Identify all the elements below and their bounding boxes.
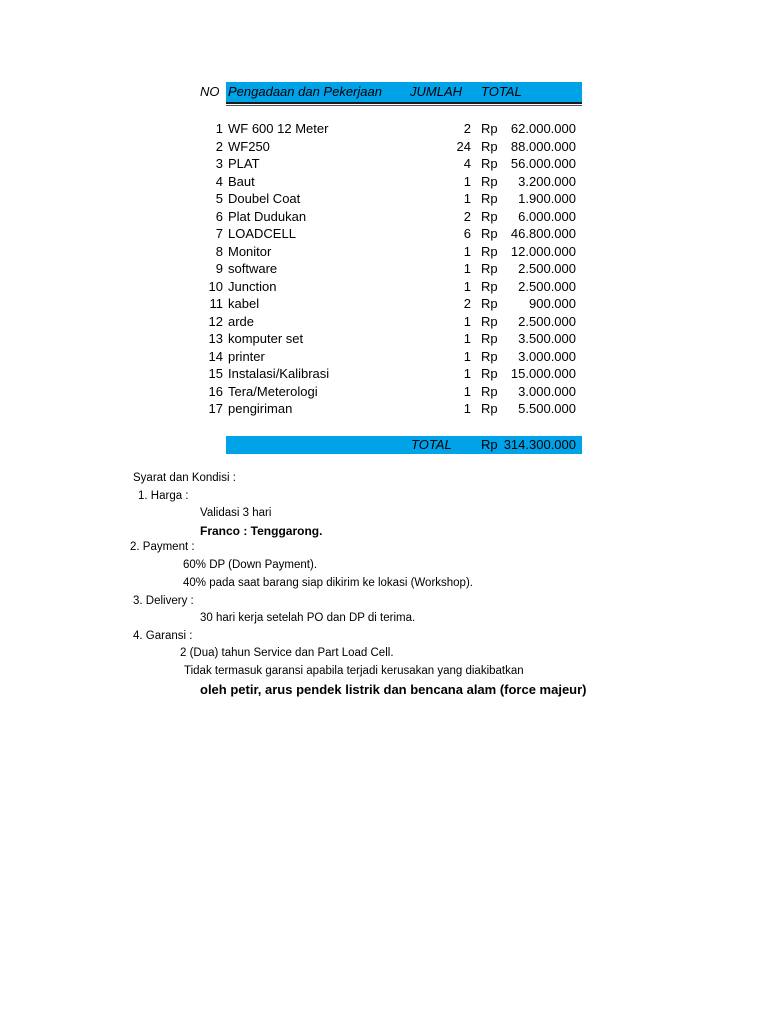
item-name: pengiriman bbox=[228, 401, 293, 416]
item-name: Doubel Coat bbox=[228, 191, 301, 206]
total-amount: 314.300.000 bbox=[503, 437, 576, 452]
item-name: software bbox=[228, 261, 278, 276]
table-row bbox=[0, 348, 768, 365]
table-row bbox=[0, 173, 768, 190]
table-row bbox=[0, 365, 768, 382]
item-amount: 2.500.000 bbox=[518, 278, 576, 294]
item-number: 12 bbox=[208, 313, 223, 329]
table-row bbox=[0, 155, 768, 172]
item-currency: Rp bbox=[481, 331, 498, 346]
item-currency: Rp bbox=[481, 401, 498, 416]
item-quantity: 1 bbox=[463, 401, 471, 416]
item-amount: 3.000.000 bbox=[518, 348, 576, 364]
table-row bbox=[0, 330, 768, 347]
harga-validity: Validasi 3 hari bbox=[200, 507, 272, 519]
item-name: Instalasi/Kalibrasi bbox=[228, 366, 330, 381]
item-quantity: 2 bbox=[463, 296, 471, 311]
item-number: 5 bbox=[215, 191, 223, 206]
harga-franco: Franco : Tenggarong. bbox=[200, 524, 323, 538]
item-amount: 46.800.000 bbox=[510, 226, 576, 241]
item-number: 7 bbox=[215, 226, 223, 241]
item-quantity: 1 bbox=[463, 243, 471, 259]
item-name: Baut bbox=[228, 173, 255, 189]
garansi-exclusion-detail: oleh petir, arus pendek listrik dan bencana alam (force majeur) bbox=[200, 682, 587, 697]
item-number: 11 bbox=[209, 296, 223, 311]
item-number: 6 bbox=[215, 208, 223, 224]
payment-balance: 40% pada saat barang siap dikirim ke lokasi (Workshop). bbox=[183, 577, 473, 589]
delivery-heading: 3. Delivery : bbox=[133, 595, 194, 607]
item-number: 8 bbox=[215, 243, 223, 259]
item-number: 4 bbox=[215, 173, 223, 189]
item-amount: 6.000.000 bbox=[518, 208, 576, 224]
payment-heading: 2. Payment : bbox=[130, 541, 195, 553]
item-quantity: 2 bbox=[463, 121, 471, 136]
terms-title: Syarat dan Kondisi : bbox=[133, 472, 236, 484]
payment-dp: 60% DP (Down Payment). bbox=[183, 559, 318, 571]
header-qty: JUMLAH bbox=[410, 84, 463, 99]
garansi-exclusion: Tidak termasuk garansi apabila terjadi kerusakan yang diakibatkan bbox=[184, 665, 524, 677]
item-name: LOADCELL bbox=[228, 226, 296, 241]
total-label: TOTAL bbox=[411, 437, 452, 452]
item-quantity: 1 bbox=[463, 331, 471, 346]
item-number: 10 bbox=[208, 278, 223, 294]
item-quantity: 1 bbox=[463, 313, 471, 329]
item-name: komputer set bbox=[228, 331, 304, 346]
item-currency: Rp bbox=[481, 208, 498, 224]
item-currency: Rp bbox=[481, 138, 498, 154]
header-total: TOTAL bbox=[481, 84, 522, 99]
item-number: 16 bbox=[208, 383, 223, 399]
item-quantity: 1 bbox=[463, 173, 471, 189]
table-row bbox=[0, 138, 768, 155]
item-currency: Rp bbox=[481, 173, 498, 189]
item-amount: 5.500.000 bbox=[518, 401, 576, 416]
item-amount: 56.000.000 bbox=[510, 156, 576, 171]
table-row bbox=[0, 225, 768, 242]
table-row bbox=[0, 120, 768, 137]
garansi-term: 2 (Dua) tahun Service dan Part Load Cell. bbox=[180, 647, 394, 659]
item-quantity: 4 bbox=[463, 156, 471, 171]
header-divider bbox=[226, 105, 582, 106]
item-currency: Rp bbox=[481, 156, 498, 171]
item-name: arde bbox=[228, 313, 255, 329]
item-quantity: 24 bbox=[456, 138, 471, 154]
item-quantity: 1 bbox=[463, 383, 471, 399]
item-amount: 62.000.000 bbox=[510, 121, 576, 136]
item-name: WF250 bbox=[228, 138, 270, 154]
total-currency: Rp bbox=[481, 437, 498, 452]
item-amount: 88.000.000 bbox=[510, 138, 576, 154]
table-row bbox=[0, 243, 768, 260]
item-amount: 2.500.000 bbox=[518, 261, 576, 276]
table-row bbox=[0, 400, 768, 417]
item-number: 13 bbox=[208, 331, 223, 346]
item-name: kabel bbox=[228, 296, 260, 311]
item-name: PLAT bbox=[228, 156, 260, 171]
table-row bbox=[0, 383, 768, 400]
item-amount: 2.500.000 bbox=[518, 313, 576, 329]
item-amount: 1.900.000 bbox=[518, 191, 576, 206]
item-quantity: 1 bbox=[463, 278, 471, 294]
item-currency: Rp bbox=[481, 226, 498, 241]
item-name: WF 600 12 Meter bbox=[228, 121, 329, 136]
total-bar bbox=[226, 436, 582, 454]
item-quantity: 1 bbox=[463, 261, 471, 276]
item-amount: 900.000 bbox=[529, 296, 576, 311]
table-row bbox=[0, 260, 768, 277]
item-currency: Rp bbox=[481, 348, 498, 364]
table-row bbox=[0, 313, 768, 330]
table-row bbox=[0, 295, 768, 312]
item-currency: Rp bbox=[481, 383, 498, 399]
item-amount: 3.500.000 bbox=[518, 331, 576, 346]
item-currency: Rp bbox=[481, 191, 498, 206]
delivery-term: 30 hari kerja setelah PO dan DP di terima. bbox=[200, 612, 416, 624]
item-currency: Rp bbox=[481, 243, 498, 259]
garansi-heading: 4. Garansi : bbox=[133, 630, 193, 642]
item-number: 9 bbox=[215, 261, 223, 276]
item-number: 1 bbox=[215, 121, 223, 136]
table-row bbox=[0, 208, 768, 225]
item-number: 15 bbox=[208, 366, 223, 381]
item-currency: Rp bbox=[481, 121, 498, 136]
harga-heading: 1. Harga : bbox=[138, 490, 189, 502]
item-currency: Rp bbox=[481, 313, 498, 329]
item-quantity: 1 bbox=[463, 366, 471, 381]
item-quantity: 6 bbox=[463, 226, 471, 241]
item-quantity: 2 bbox=[463, 208, 471, 224]
item-name: Monitor bbox=[228, 243, 272, 259]
table-row bbox=[0, 278, 768, 295]
item-amount: 12.000.000 bbox=[510, 243, 576, 259]
item-currency: Rp bbox=[481, 366, 498, 381]
item-amount: 15.000.000 bbox=[510, 366, 576, 381]
item-currency: Rp bbox=[481, 296, 498, 311]
item-number: 3 bbox=[215, 156, 223, 171]
item-quantity: 1 bbox=[463, 191, 471, 206]
item-number: 2 bbox=[215, 138, 223, 154]
item-amount: 3.000.000 bbox=[518, 383, 576, 399]
table-row bbox=[0, 190, 768, 207]
item-number: 14 bbox=[208, 348, 223, 364]
item-name: Plat Dudukan bbox=[228, 208, 307, 224]
item-number: 17 bbox=[208, 401, 223, 416]
item-currency: Rp bbox=[481, 278, 498, 294]
header-item: Pengadaan dan Pekerjaan bbox=[228, 84, 382, 99]
item-name: Tera/Meterologi bbox=[228, 383, 318, 399]
header-no: NO bbox=[200, 84, 220, 99]
item-quantity: 1 bbox=[463, 348, 471, 364]
item-amount: 3.200.000 bbox=[518, 173, 576, 189]
item-currency: Rp bbox=[481, 261, 498, 276]
header-bar bbox=[226, 82, 582, 104]
item-name: Junction bbox=[228, 278, 277, 294]
item-name: printer bbox=[228, 348, 265, 364]
